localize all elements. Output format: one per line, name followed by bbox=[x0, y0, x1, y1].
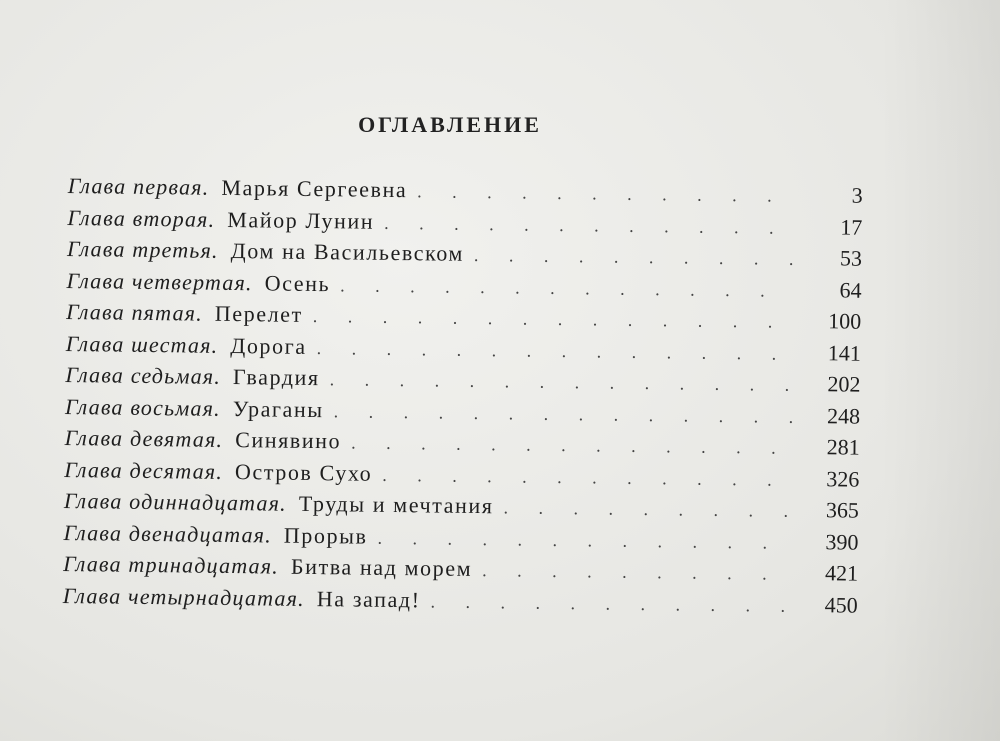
page-number: 326 bbox=[826, 465, 860, 492]
page-number: 53 bbox=[839, 245, 863, 271]
chapter-title: Битва над морем bbox=[290, 553, 473, 581]
dot-leader bbox=[503, 492, 793, 527]
chapter-number: Глава двенадцатая. bbox=[63, 519, 273, 548]
chapter-title: Синявино bbox=[235, 427, 342, 454]
page-number: 281 bbox=[826, 434, 860, 460]
chapter-title: Прорыв bbox=[283, 522, 368, 549]
page-number: 421 bbox=[824, 560, 859, 586]
dot-leader bbox=[474, 240, 796, 275]
dot-leader bbox=[430, 586, 792, 622]
chapter-number: Глава тринадцатая. bbox=[63, 550, 280, 579]
dot-leader bbox=[417, 176, 797, 212]
chapter-number: Глава седьмая. bbox=[65, 361, 222, 389]
chapter-title: Дом на Васильевском bbox=[230, 237, 465, 266]
chapter-number: Глава первая. bbox=[67, 172, 210, 200]
chapter-title: Остров Сухо bbox=[234, 458, 373, 486]
chapter-number: Глава вторая. bbox=[67, 204, 216, 232]
page-number: 3 bbox=[851, 182, 863, 208]
chapter-number: Глава шестая. bbox=[65, 330, 219, 358]
chapter-title: На запад! bbox=[316, 585, 421, 612]
toc-title: ОГЛАВЛЕНИЕ bbox=[358, 112, 542, 137]
chapter-title: Марья Сергеевна bbox=[221, 174, 408, 203]
table-of-contents bbox=[63, 170, 863, 621]
chapter-number: Глава четырнадцатая. bbox=[62, 582, 306, 611]
chapter-number: Глава пятая. bbox=[66, 298, 204, 326]
chapter-title: Гвардия bbox=[232, 364, 320, 391]
chapter-title: Труды и мечтания bbox=[298, 490, 494, 519]
chapter-number: Глава десятая. bbox=[64, 456, 224, 484]
chapter-title: Дорога bbox=[230, 332, 307, 359]
page-number: 365 bbox=[825, 497, 860, 523]
page-number: 141 bbox=[827, 339, 861, 366]
chapter-number: Глава девятая. bbox=[64, 424, 224, 452]
chapter-number: Глава четвертая. bbox=[66, 267, 253, 295]
page-number: 17 bbox=[840, 213, 863, 240]
page-number: 248 bbox=[826, 402, 861, 429]
chapter-title: Майор Лунин bbox=[227, 206, 375, 234]
page-number: 450 bbox=[824, 591, 858, 618]
page-number: 202 bbox=[827, 371, 861, 397]
chapter-title: Ураганы bbox=[232, 395, 324, 422]
chapter-title: Перелет bbox=[214, 300, 304, 327]
page-number: 100 bbox=[828, 308, 862, 334]
chapter-number: Глава третья. bbox=[66, 235, 219, 263]
dot-leader bbox=[482, 555, 792, 590]
chapter-title: Осень bbox=[264, 269, 331, 296]
page-number: 390 bbox=[825, 528, 859, 555]
chapter-number: Глава одиннадцатая. bbox=[63, 487, 287, 516]
page-number: 64 bbox=[839, 276, 862, 303]
chapter-number: Глава восьмая. bbox=[64, 393, 221, 421]
